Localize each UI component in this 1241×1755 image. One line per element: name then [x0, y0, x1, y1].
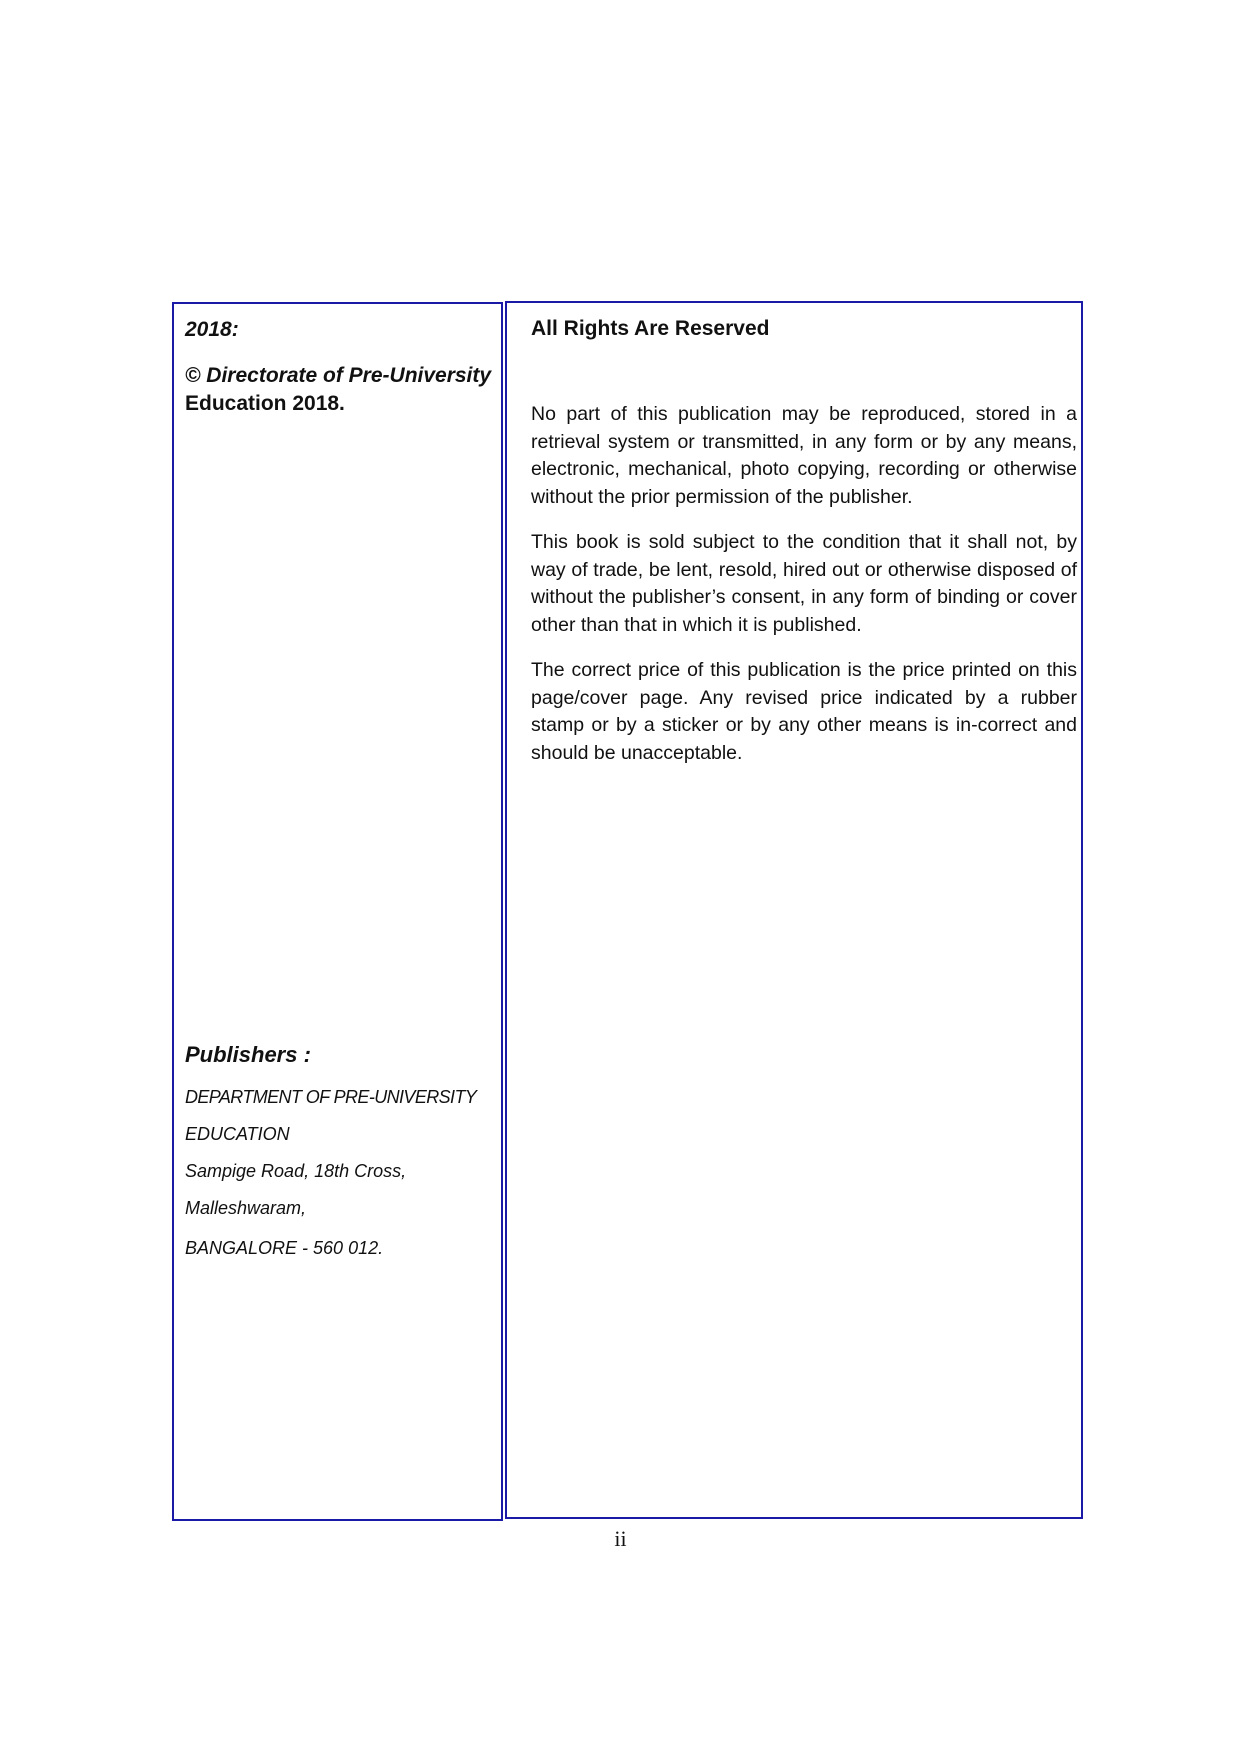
rights-paragraph: This book is sold subject to the condition that it shall not, by way of trade, be lent, resold, hired out or otherwise disposed of without the publisher’s consent, in any form of binding or cover other than that in which it is published.: [531, 531, 1077, 636]
address-line: Malleshwaram,: [185, 1198, 307, 1218]
address-line: BANGALORE - 560 012.: [185, 1238, 384, 1258]
edition-year: 2018:: [185, 318, 239, 341]
address-line: DEPARTMENT OF PRE-UNIVERSITY: [185, 1087, 477, 1107]
publication-info-panel: [172, 302, 503, 1521]
rights-paragraph: No part of this publication may be reproduced, stored in a retrieval system or transmitted, in any form or by any means, electronic, mechanical, photo copying, recording or otherwise without the prior permission of the publisher.: [531, 403, 1077, 508]
copyright-line-1: © Directorate of Pre-University: [185, 364, 492, 387]
rights-heading: All Rights Are Reserved: [531, 317, 770, 340]
address-line: EDUCATION: [185, 1124, 290, 1144]
copyright-line-2: Education 2018.: [185, 392, 345, 415]
rights-paragraph: The correct price of this publication is the price printed on this page/cover page. Any revised price indicated by a rubber stamp or by a sticker or by any other means is in-correct and should be unacceptable.: [531, 659, 1077, 764]
rights-panel: [505, 301, 1083, 1519]
address-line: Sampige Road, 18th Cross,: [185, 1161, 407, 1181]
rights-text: [531, 401, 1077, 785]
page-number: ii: [614, 1526, 627, 1551]
copyright-notice: [185, 362, 497, 418]
publisher-address: [185, 1086, 497, 1274]
publishers-heading: Publishers :: [185, 1042, 311, 1067]
